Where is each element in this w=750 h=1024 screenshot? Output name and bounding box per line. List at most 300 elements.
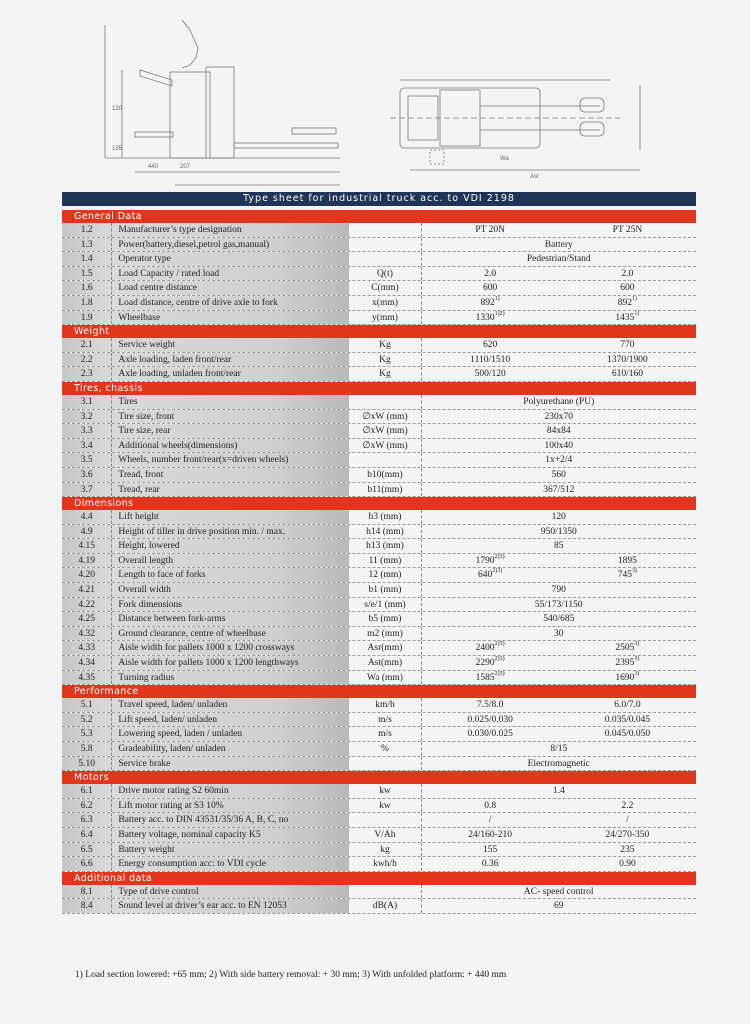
item-number — [62, 353, 112, 367]
value-pt20n-text: 1330 — [475, 312, 495, 323]
section-header: Performance — [62, 685, 696, 698]
value-both-models — [422, 784, 696, 798]
item-unit — [349, 353, 421, 367]
table-row — [62, 885, 696, 900]
item-description — [112, 799, 349, 813]
item-unit-text: Q(t) — [377, 268, 393, 279]
table-row — [62, 223, 696, 238]
value-pt20n — [422, 843, 559, 857]
value-both-models — [422, 583, 696, 597]
item-description — [112, 641, 349, 655]
item-description — [112, 885, 349, 899]
value-pt25n — [559, 843, 696, 857]
value-pt20n-text: 155 — [483, 844, 498, 855]
value-pt20n-text: 1585 — [475, 672, 495, 683]
item-description-text: Operator type — [118, 254, 171, 265]
item-number — [62, 223, 112, 237]
value-pt25n — [559, 353, 696, 367]
value-pt20n-text: 2400 — [475, 643, 495, 654]
footnote-ref: 2)3) — [494, 656, 505, 663]
item-description-text: Service weight — [118, 340, 176, 351]
value-pt20n — [422, 656, 559, 670]
value-both-models-text: 69 — [554, 901, 564, 912]
table-row — [62, 238, 696, 253]
item-description — [112, 338, 349, 352]
item-unit-text: Asr(mm) — [367, 643, 403, 654]
item-unit — [349, 671, 421, 685]
item-description — [112, 899, 349, 913]
item-unit — [349, 799, 421, 813]
table-row — [62, 510, 696, 525]
item-description — [112, 713, 349, 727]
item-unit-text: % — [381, 744, 389, 754]
value-both-models — [422, 483, 696, 497]
value-both-models — [422, 525, 696, 539]
item-description — [112, 539, 349, 553]
item-unit-text: m2 (mm) — [367, 628, 403, 639]
item-unit-text: b5 (mm) — [368, 614, 402, 625]
truck-drawings — [100, 10, 680, 190]
item-number-text: 4.20 — [78, 570, 95, 581]
item-description — [112, 311, 349, 325]
item-description-text: Fork dimensions — [118, 599, 182, 610]
drawing-label: 207 — [180, 164, 191, 170]
item-description-text: Turning radius — [118, 672, 175, 683]
item-description-text: Additional wheels(dimensions) — [118, 440, 238, 451]
item-number — [62, 281, 112, 295]
value-both-models — [422, 252, 696, 266]
item-number — [62, 554, 112, 568]
value-both-models — [422, 453, 696, 467]
item-number — [62, 395, 112, 409]
table-row — [62, 583, 696, 598]
item-unit — [349, 510, 421, 524]
value-both-models — [422, 439, 696, 453]
value-pt25n-text: 0.045/0.050 — [604, 729, 651, 740]
value-both-models — [422, 468, 696, 482]
value-both-models-text: 120 — [551, 512, 566, 523]
item-description — [112, 757, 349, 771]
value-pt25n-text: 770 — [620, 340, 635, 351]
table-row — [62, 525, 696, 540]
value-pt20n — [422, 799, 559, 813]
value-pt20n — [422, 338, 559, 352]
item-description — [112, 742, 349, 756]
value-pt20n-text: PT 20N — [475, 225, 505, 235]
item-unit-text: x(mm) — [372, 297, 398, 308]
item-unit — [349, 568, 421, 582]
value-pt20n — [422, 698, 559, 712]
table-row — [62, 568, 696, 583]
item-unit — [349, 612, 421, 626]
item-number-text: 4.15 — [78, 541, 95, 552]
item-description-text: Height of tiller in drive position min. / max. — [118, 526, 286, 537]
table-row — [62, 311, 696, 326]
value-pt20n — [422, 311, 559, 325]
section-header: Tires, chassis — [62, 382, 696, 395]
table-row — [62, 554, 696, 569]
item-number-text: 1.2 — [80, 225, 93, 235]
item-unit-text: Kg — [379, 340, 391, 351]
item-number-text: 8.1 — [80, 886, 93, 897]
item-unit-text: 11 (mm) — [368, 555, 402, 566]
footnote-ref: 3) — [634, 670, 640, 677]
value-both-models-text: Electromagnetic — [527, 758, 590, 769]
value-both-models-text: 790 — [551, 585, 566, 596]
item-number — [62, 885, 112, 899]
item-unit — [349, 453, 421, 467]
item-description-text: Travel speed, laden/ unladen — [118, 700, 228, 711]
item-description — [112, 281, 349, 295]
item-description — [112, 568, 349, 582]
value-pt20n-text: 892 — [480, 297, 495, 308]
item-number — [62, 238, 112, 252]
value-both-models-text: 1x+2/4 — [545, 455, 573, 466]
item-unit-text: ∅xW (mm) — [362, 411, 408, 422]
value-pt20n-text: 7.5/8.0 — [476, 700, 504, 711]
value-pt20n — [422, 554, 559, 568]
item-unit — [349, 784, 421, 798]
item-description — [112, 857, 349, 871]
table-row — [62, 843, 696, 858]
footnote-ref: 2)3) — [494, 670, 505, 677]
item-description — [112, 410, 349, 424]
drawing-label: Wa — [500, 156, 509, 162]
item-number-text: 3.4 — [80, 440, 93, 451]
item-number-text: 4.35 — [78, 672, 95, 683]
value-pt25n — [559, 656, 696, 670]
item-description-text: Load distance, centre of drive axle to fork — [118, 297, 278, 308]
table-row — [62, 296, 696, 311]
item-number-text: 4.21 — [78, 585, 95, 596]
item-number — [62, 598, 112, 612]
item-number — [62, 439, 112, 453]
item-number-text: 6.6 — [80, 859, 93, 870]
item-unit-text: s/e/1 (mm) — [364, 599, 406, 610]
value-both-models — [422, 395, 696, 409]
item-number-text: 1.8 — [80, 297, 93, 308]
value-both-models — [422, 627, 696, 641]
item-description — [112, 784, 349, 798]
item-description — [112, 627, 349, 641]
table-row — [62, 813, 696, 828]
table-row — [62, 899, 696, 914]
value-pt20n — [422, 353, 559, 367]
item-description — [112, 554, 349, 568]
item-unit-text: Ast(mm) — [367, 658, 403, 669]
value-pt25n — [559, 727, 696, 741]
value-pt20n — [422, 367, 559, 381]
value-both-models-text: 30 — [554, 628, 564, 639]
item-number — [62, 583, 112, 597]
value-pt25n-text: 2.2 — [621, 800, 634, 811]
item-number-text: 1.5 — [80, 268, 93, 279]
value-pt20n — [422, 267, 559, 281]
item-unit-text: m/s — [378, 714, 392, 725]
footnote-ref: 2)3) — [492, 568, 503, 575]
table-row — [62, 410, 696, 425]
value-pt25n-text: 892 — [617, 297, 633, 308]
value-pt25n-text: 6.0/7.0 — [614, 700, 641, 711]
table-row — [62, 598, 696, 613]
item-description — [112, 252, 349, 266]
item-description — [112, 468, 349, 482]
value-both-models — [422, 410, 696, 424]
item-unit-text: km/h — [375, 700, 395, 711]
item-number — [62, 698, 112, 712]
value-pt25n — [559, 338, 696, 352]
value-pt20n-text: 2.0 — [484, 268, 497, 279]
item-description-text: Tire size, rear — [118, 426, 171, 437]
item-description-text: Lift motor rating at S3 10% — [118, 800, 224, 811]
item-number — [62, 338, 112, 352]
sections — [62, 210, 696, 914]
value-both-models — [422, 598, 696, 612]
item-number-text: 5.10 — [78, 758, 95, 769]
value-both-models — [422, 742, 696, 756]
item-description — [112, 525, 349, 539]
item-number — [62, 671, 112, 685]
item-number-text: 6.5 — [80, 844, 93, 855]
value-both-models-text: AC- speed control — [523, 886, 594, 897]
item-number — [62, 453, 112, 467]
value-both-models-text: 100x40 — [544, 440, 573, 451]
table-row — [62, 671, 696, 686]
value-pt20n — [422, 813, 559, 827]
value-both-models-text: Pedestrian/Stand — [526, 254, 591, 265]
item-description-text: Gradeability, laden/ unladen — [118, 744, 226, 754]
item-description-text: Overall width — [118, 585, 171, 596]
item-unit — [349, 296, 421, 310]
item-number — [62, 784, 112, 798]
item-description — [112, 439, 349, 453]
value-both-models-text: Polyurethane (PU) — [523, 396, 595, 407]
value-pt25n-text: 235 — [620, 844, 635, 855]
item-number — [62, 267, 112, 281]
footnote-ref: 2)3) — [494, 553, 505, 560]
item-unit-text: Wa (mm) — [367, 672, 403, 683]
item-description-text: Drive motor rating S2 60min — [118, 786, 229, 797]
item-unit-text: kwh/h — [373, 859, 397, 870]
item-number — [62, 757, 112, 771]
item-number — [62, 813, 112, 827]
item-description-text: Sound level at driver’s ear acc. to EN 12053 — [118, 901, 287, 912]
item-number-text: 1.6 — [80, 283, 93, 294]
item-unit — [349, 727, 421, 741]
footnote-ref: 1) — [632, 295, 638, 302]
item-number — [62, 799, 112, 813]
item-description — [112, 238, 349, 252]
item-description-text: Load centre distance — [118, 283, 197, 294]
table-row — [62, 539, 696, 554]
value-pt20n — [422, 296, 559, 310]
item-unit-text: C(mm) — [371, 283, 399, 294]
item-unit — [349, 367, 421, 381]
item-unit — [349, 439, 421, 453]
type-sheet — [62, 192, 696, 914]
item-number-text: 6.3 — [80, 815, 93, 826]
item-number-text: 4.34 — [78, 658, 95, 669]
value-pt25n-text: 1435 — [615, 312, 635, 323]
value-both-models-text: 1.4 — [552, 786, 565, 797]
value-pt20n-text: 500/120 — [474, 369, 506, 380]
item-unit — [349, 757, 421, 771]
table-row — [62, 612, 696, 627]
item-number — [62, 899, 112, 913]
item-number-text: 4.25 — [78, 614, 95, 625]
value-pt20n-text: 1790 — [475, 555, 495, 566]
item-number-text: 4.4 — [80, 512, 93, 523]
item-description-text: Wheelbase — [118, 312, 161, 323]
value-pt25n — [559, 671, 696, 685]
value-pt25n-text: 2395 — [615, 658, 635, 669]
table-row — [62, 828, 696, 843]
value-both-models — [422, 885, 696, 899]
value-pt25n-text: / — [626, 815, 629, 826]
value-pt20n — [422, 671, 559, 685]
value-both-models-text: 950/1350 — [540, 526, 577, 537]
value-pt20n-text: 0.36 — [481, 859, 499, 870]
value-both-models-text: Battery — [544, 239, 573, 250]
item-unit — [349, 252, 421, 266]
item-number-text: 6.2 — [80, 800, 93, 811]
value-pt20n-text: 24/160-210 — [468, 829, 513, 840]
item-number — [62, 727, 112, 741]
item-unit — [349, 843, 421, 857]
value-both-models-text: 367/512 — [543, 484, 575, 495]
value-pt25n — [559, 281, 696, 295]
item-unit — [349, 424, 421, 438]
value-pt25n-text: PT 25N — [612, 225, 643, 235]
value-pt20n — [422, 828, 559, 842]
value-both-models — [422, 757, 696, 771]
item-description — [112, 671, 349, 685]
value-pt25n — [559, 267, 696, 281]
item-number — [62, 424, 112, 438]
footnote: 1) Load section lowered: +65 mm; 2) With side battery removal: + 30 mm; 3) With unfolded platform: + 440 mm — [75, 970, 507, 980]
footnote-ref: 3) — [632, 568, 638, 575]
value-pt25n-text: 745 — [617, 570, 633, 581]
drawing-label: 440 — [148, 164, 159, 170]
item-number-text: 2.2 — [80, 354, 93, 365]
item-number-text: 4.9 — [80, 526, 93, 537]
item-description — [112, 583, 349, 597]
value-pt25n — [559, 813, 696, 827]
section-header: Dimensions — [62, 497, 696, 510]
item-description-text: Height, lowered — [118, 541, 180, 552]
item-unit — [349, 828, 421, 842]
item-unit-text: Kg — [379, 354, 391, 365]
table-row — [62, 439, 696, 454]
item-description — [112, 453, 349, 467]
item-number — [62, 296, 112, 310]
item-number-text: 3.2 — [80, 411, 93, 422]
table-row — [62, 857, 696, 872]
item-number-text: 1.3 — [80, 239, 93, 250]
item-description-text: Tread, front — [118, 469, 164, 480]
table-row — [62, 742, 696, 757]
item-unit — [349, 410, 421, 424]
item-unit-text: ∅xW (mm) — [362, 426, 408, 437]
item-number — [62, 252, 112, 266]
item-number — [62, 410, 112, 424]
item-number — [62, 468, 112, 482]
value-pt25n-text: 1895 — [617, 555, 637, 566]
value-pt25n — [559, 568, 696, 582]
value-both-models-text: 230x70 — [544, 411, 573, 422]
value-pt20n-text: 640 — [478, 570, 493, 581]
item-unit-text: h13 (mm) — [366, 541, 404, 552]
item-unit-text: b10(mm) — [367, 469, 403, 480]
table-row — [62, 338, 696, 353]
item-number-text: 4.33 — [78, 643, 95, 654]
item-number — [62, 367, 112, 381]
item-description — [112, 267, 349, 281]
item-number-text: 1.4 — [80, 254, 93, 265]
value-pt20n — [422, 727, 559, 741]
item-number-text: 3.3 — [80, 426, 93, 437]
item-description-text: Lift height — [118, 512, 159, 523]
value-pt25n — [559, 641, 696, 655]
value-both-models — [422, 539, 696, 553]
item-description-text: Overall length — [118, 555, 173, 566]
item-number — [62, 828, 112, 842]
item-unit — [349, 627, 421, 641]
item-description-text: Distance between fork-arms — [118, 614, 226, 625]
value-pt25n — [559, 296, 696, 310]
value-pt25n — [559, 799, 696, 813]
item-unit — [349, 885, 421, 899]
footnote-ref: 1) — [634, 310, 640, 317]
value-pt20n-text: 620 — [483, 340, 498, 351]
value-pt20n — [422, 857, 559, 871]
item-number-text: 3.1 — [80, 396, 93, 407]
item-unit-text: kw — [379, 786, 391, 797]
table-row — [62, 483, 696, 498]
table-row — [62, 353, 696, 368]
item-description-text: Power(battery,diesel,petrol gas,manual) — [118, 239, 270, 250]
item-number — [62, 641, 112, 655]
item-description-text: Aisle width for pallets 1000 x 1200 lengthways — [118, 658, 299, 669]
item-number-text: 4.19 — [78, 555, 95, 566]
item-unit-text: 12 (mm) — [368, 570, 402, 581]
value-pt25n — [559, 698, 696, 712]
item-description — [112, 223, 349, 237]
value-both-models — [422, 424, 696, 438]
item-unit — [349, 483, 421, 497]
item-number — [62, 568, 112, 582]
table-row — [62, 757, 696, 772]
section-header: Motors — [62, 771, 696, 784]
value-pt25n — [559, 713, 696, 727]
item-number — [62, 483, 112, 497]
value-pt20n — [422, 281, 559, 295]
technical-drawing — [100, 10, 680, 190]
table-row — [62, 424, 696, 439]
item-number-text: 3.7 — [80, 484, 93, 495]
table-row — [62, 281, 696, 296]
item-unit — [349, 698, 421, 712]
value-pt25n-text: 2505 — [615, 643, 635, 654]
item-unit — [349, 641, 421, 655]
value-pt20n-text: 0.8 — [484, 800, 497, 811]
value-both-models — [422, 238, 696, 252]
item-number — [62, 857, 112, 871]
item-number — [62, 843, 112, 857]
value-pt20n-text: 1110/1510 — [470, 354, 511, 365]
item-unit-text: h14 (mm) — [366, 526, 404, 537]
value-pt25n — [559, 367, 696, 381]
